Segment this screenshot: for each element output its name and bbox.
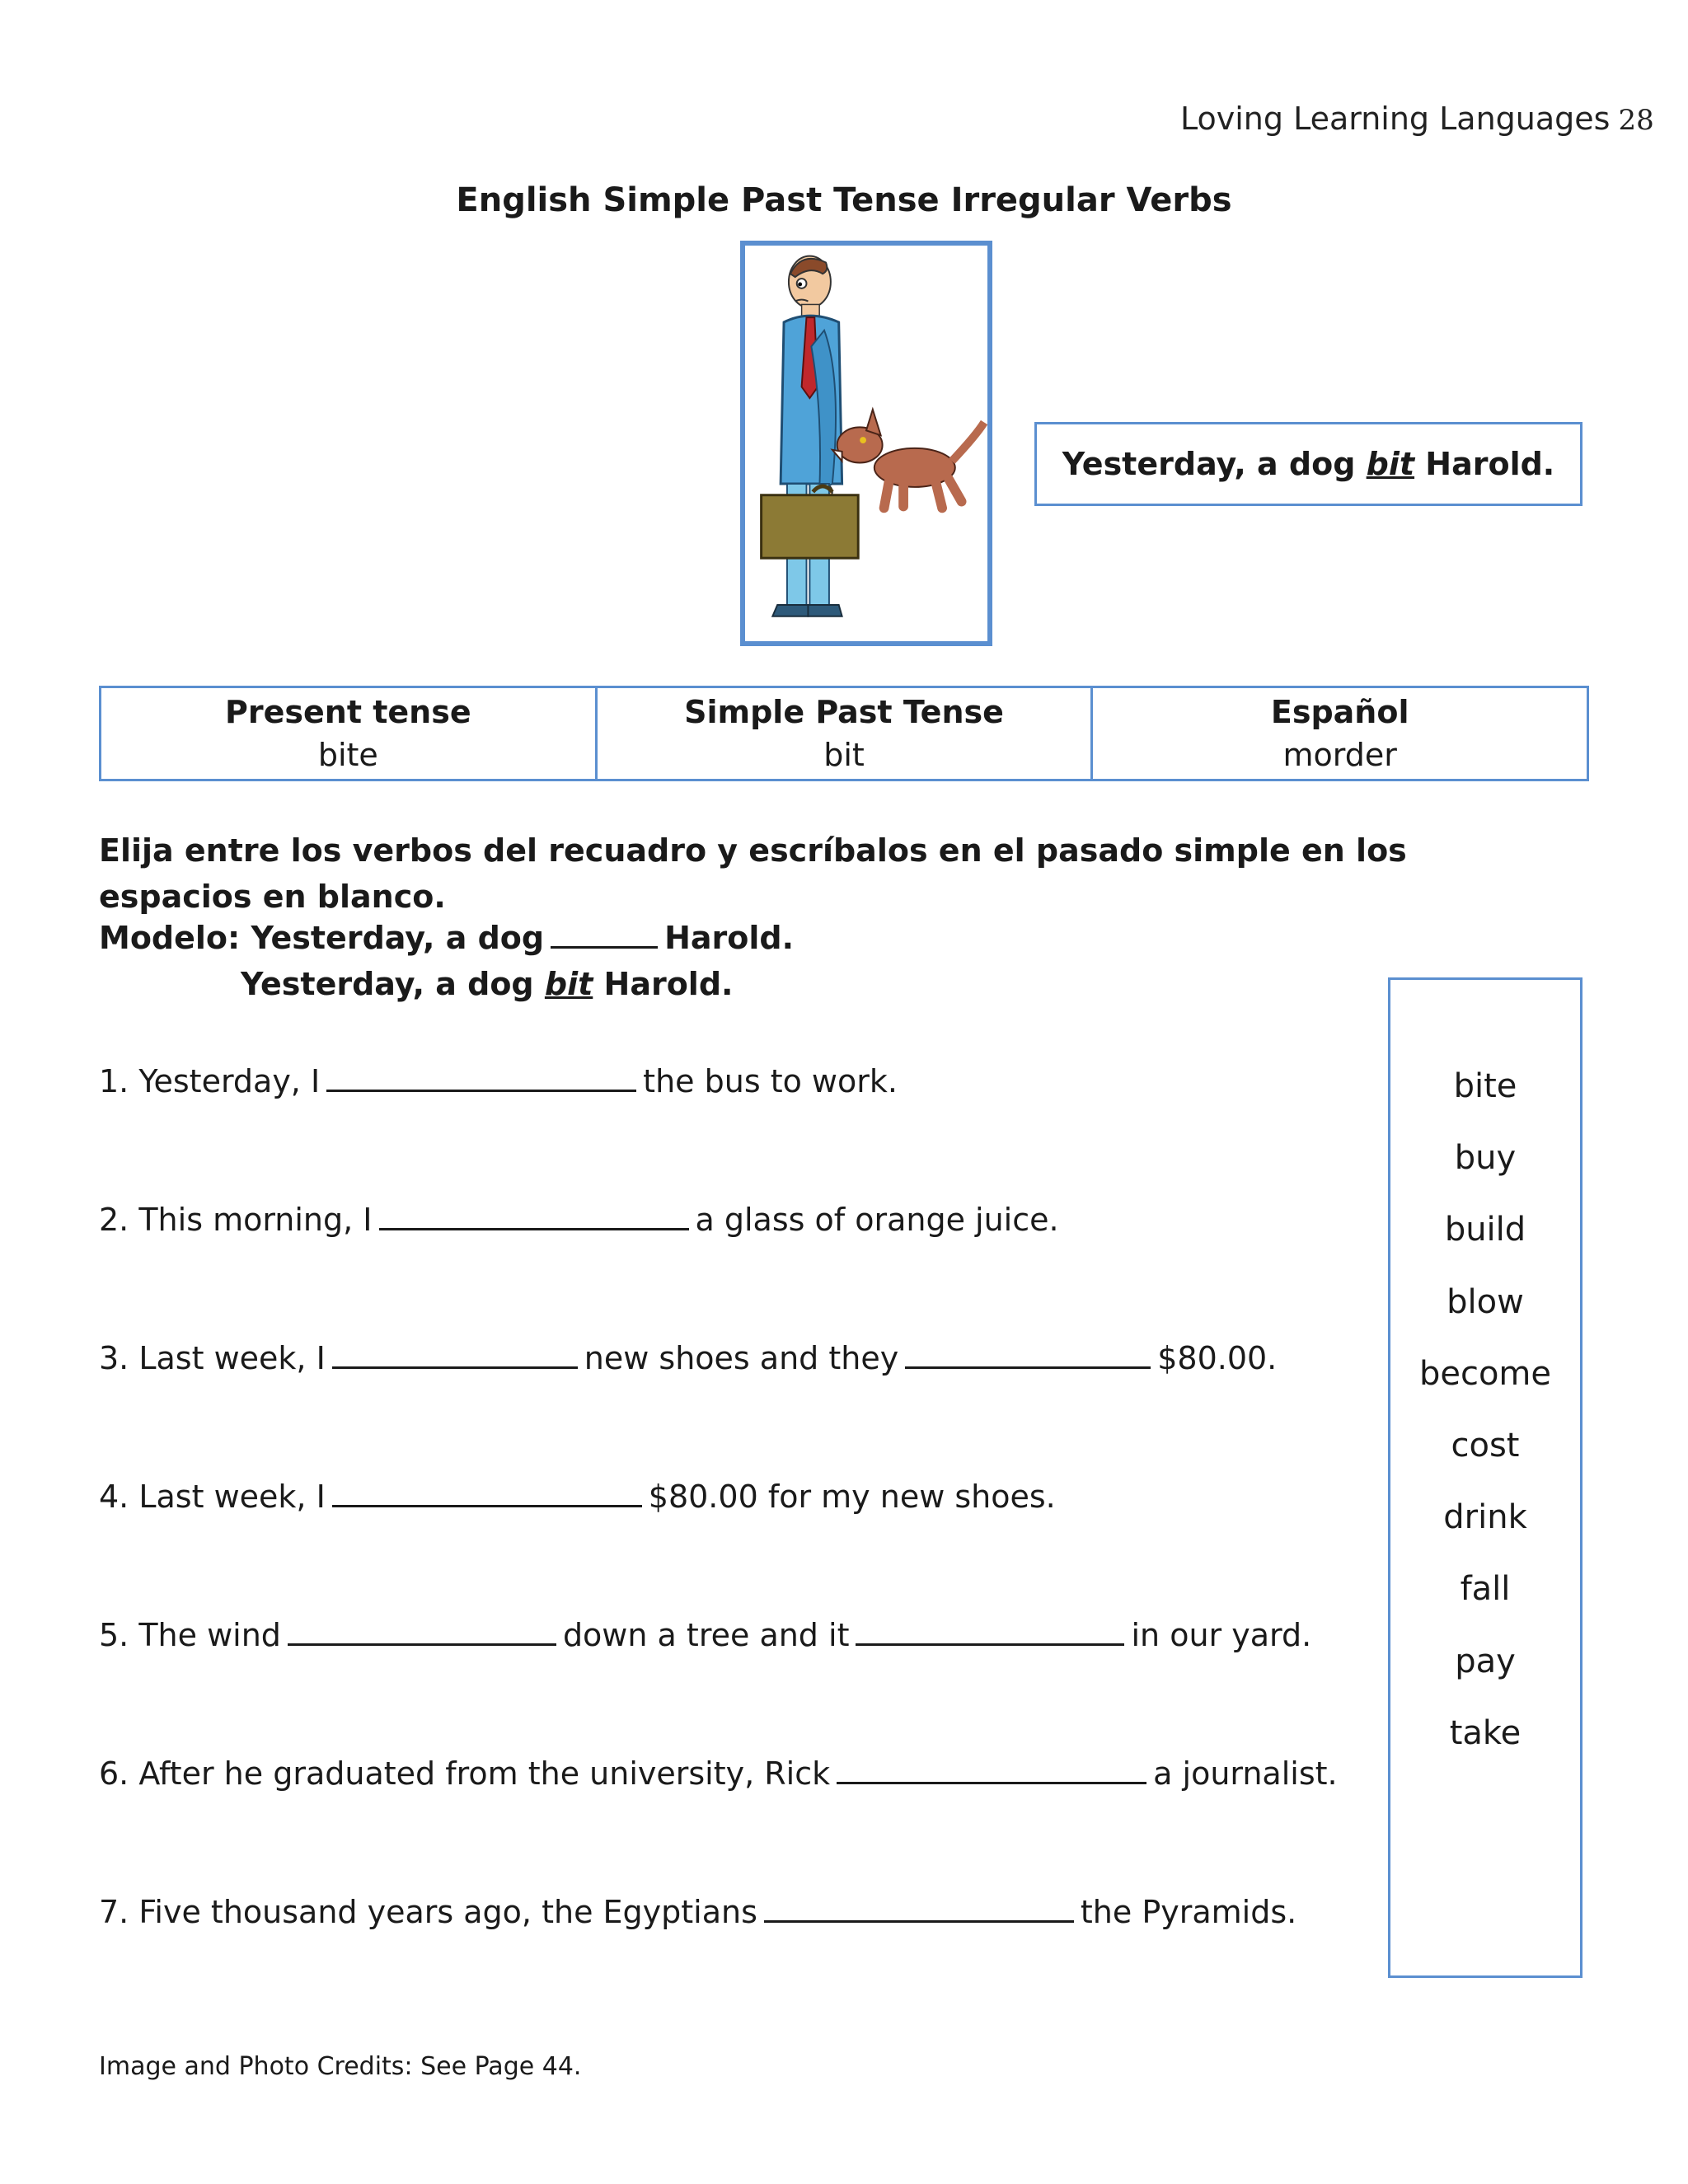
model-answer (241, 966, 733, 1002)
question-text: 1. Yesterday, I (99, 1063, 321, 1099)
question-7 (99, 1894, 1296, 1930)
question-text: 2. This morning, I (99, 1202, 373, 1238)
model-sentence (99, 920, 794, 956)
header-text: Loving Learning Languages (1180, 101, 1611, 137)
question-text: $80.00. (1157, 1340, 1278, 1376)
example-after: Harold. (1414, 446, 1555, 482)
question-text: $80.00 for my new shoes. (648, 1479, 1056, 1515)
model-label: Modelo: (99, 920, 241, 956)
image-credits: Image and Photo Credits: See Page 44. (99, 2052, 582, 2081)
question-text: 7. Five thousand years ago, the Egyptians (99, 1894, 757, 1930)
word-bank-item: pay (1455, 1643, 1516, 1680)
word-bank-item: become (1418, 1355, 1552, 1393)
question-text: in our yard. (1131, 1617, 1312, 1653)
table-column-past (595, 688, 1091, 779)
question-text: down a tree and it (562, 1617, 850, 1653)
word-bank-item: take (1449, 1714, 1522, 1752)
word-bank-item: cost (1451, 1427, 1520, 1465)
example-before: Yesterday, a dog (1062, 446, 1367, 482)
answer-blank[interactable] (837, 1757, 1146, 1784)
question-text: a glass of orange juice. (695, 1202, 1059, 1238)
table-cell: bite (317, 737, 378, 773)
example-verb: bit (1366, 446, 1415, 482)
answer-blank[interactable] (332, 1342, 578, 1369)
table-cell: bit (823, 737, 865, 773)
question-text: 5. The wind (99, 1617, 281, 1653)
word-bank-item: bite (1453, 1067, 1517, 1105)
answer-blank[interactable] (905, 1342, 1151, 1369)
table-header: Present tense (225, 694, 471, 730)
word-bank-item: blow (1447, 1283, 1524, 1321)
page-number: 28 (1618, 104, 1654, 137)
question-1 (99, 1063, 898, 1099)
table-header: Español (1270, 694, 1409, 730)
table-column-present (101, 688, 595, 779)
instructions: Elija entre los verbos del recuadro y escríbalos en el pasado simple en los espacios en blanco. (99, 832, 1407, 915)
question-text: 4. Last week, I (99, 1479, 326, 1515)
verb-conjugation-table (99, 686, 1589, 781)
question-3 (99, 1340, 1277, 1376)
question-2 (99, 1202, 1059, 1238)
page-header (1180, 101, 1654, 137)
word-bank-item: build (1444, 1211, 1526, 1249)
answer-blank[interactable] (856, 1619, 1124, 1646)
answer-blank[interactable] (332, 1480, 642, 1507)
model-blank (551, 921, 658, 949)
question-text: new shoes and they (584, 1340, 899, 1376)
question-text: a journalist. (1153, 1755, 1338, 1792)
question-text: the bus to work. (643, 1063, 898, 1099)
table-cell: morder (1282, 737, 1397, 773)
word-bank-item: buy (1454, 1139, 1517, 1177)
model-answer-before: Yesterday, a dog (241, 966, 534, 1002)
cartoon-illustration (745, 246, 987, 641)
model-sentence-after: Harold. (664, 920, 795, 956)
model-answer-verb: bit (544, 966, 593, 1002)
word-bank-item: fall (1460, 1570, 1511, 1608)
answer-blank[interactable] (288, 1619, 556, 1646)
model-answer-after: Harold. (603, 966, 734, 1002)
answer-blank[interactable] (764, 1896, 1074, 1923)
table-column-spanish (1090, 688, 1587, 779)
table-header: Simple Past Tense (684, 694, 1004, 730)
question-5 (99, 1617, 1311, 1653)
illustration-man-bitten-by-dog (740, 241, 992, 646)
question-4 (99, 1479, 1056, 1515)
word-bank-box (1388, 977, 1582, 1978)
question-text: 6. After he graduated from the university, Rick (99, 1755, 831, 1792)
page-title: English Simple Past Tense Irregular Verbs (456, 181, 1232, 219)
word-bank-item: drink (1443, 1498, 1527, 1536)
question-text: the Pyramids. (1080, 1894, 1297, 1930)
question-6 (99, 1755, 1338, 1792)
question-text: 3. Last week, I (99, 1340, 326, 1376)
answer-blank[interactable] (326, 1065, 636, 1092)
example-sentence-box (1034, 422, 1582, 506)
model-sentence-before: Yesterday, a dog (251, 920, 545, 956)
answer-blank[interactable] (379, 1203, 689, 1230)
